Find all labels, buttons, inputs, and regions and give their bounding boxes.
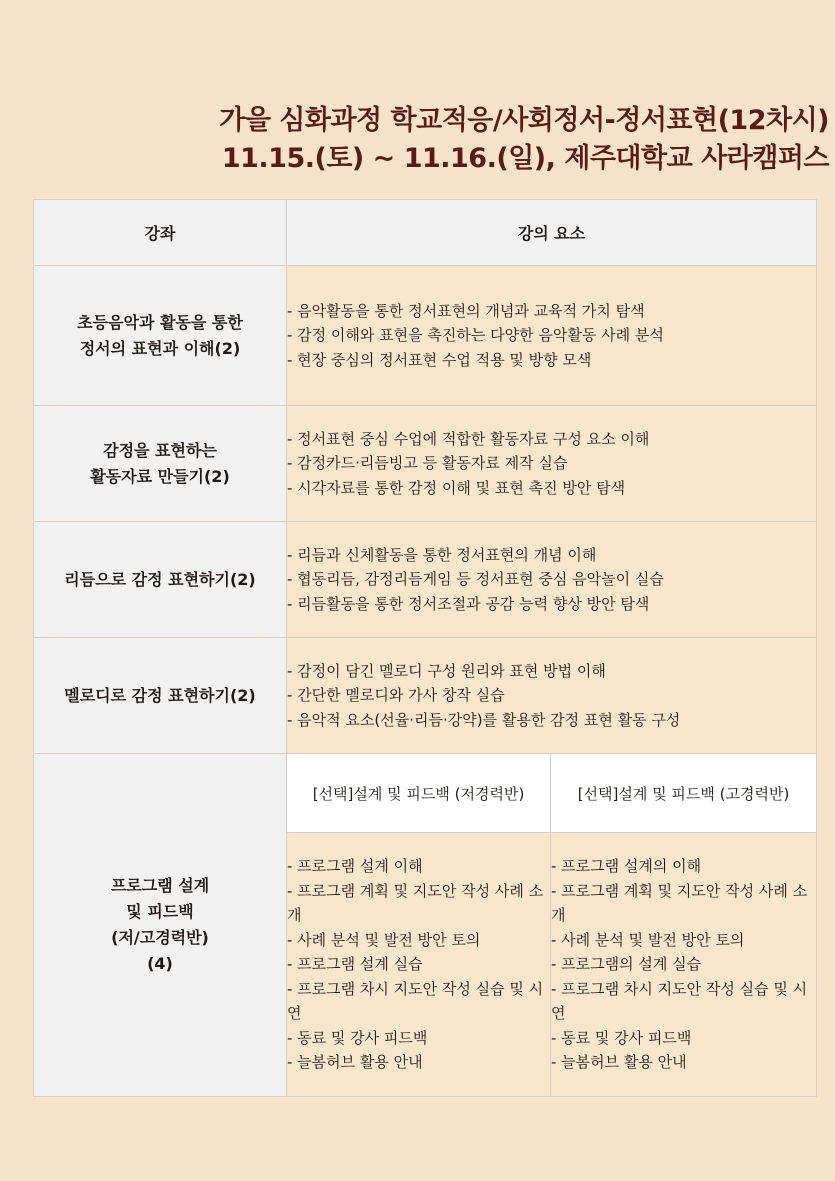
elements-cell: [287, 266, 817, 406]
lecture-line: 감정을 표현하는: [103, 440, 217, 460]
element-item: - 간단한 멜로디와 가사 창작 실습: [287, 686, 505, 705]
element-item: - 감정 이해와 표현을 촉진하는 다양한 음악활동 사례 분석: [287, 326, 664, 345]
option-low-experience: [선택]설계 및 피드백 (저경력반): [287, 754, 551, 833]
page-title: [219, 102, 829, 178]
element-item: - 동료 및 강사 피드백: [287, 1028, 428, 1047]
low-experience-elements: [287, 833, 551, 1097]
table-row: [34, 266, 817, 406]
element-item: - 사례 분석 및 발전 방안 토의: [287, 930, 481, 949]
lecture-line: (4): [147, 954, 173, 973]
table-row: [34, 638, 817, 754]
element-item: - 감정카드·리듬빙고 등 활동자료 제작 실습: [287, 454, 568, 473]
lecture-line: 및 피드백: [126, 902, 194, 921]
element-item: - 동료 및 강사 피드백: [551, 1028, 692, 1047]
lecture-cell: [34, 754, 287, 1097]
table-row: [34, 406, 817, 522]
element-item: - 프로그램 설계의 이해: [551, 857, 702, 876]
elements-cell: [287, 406, 817, 522]
element-item: - 프로그램 차시 지도안 작성 실습 및 시연: [287, 979, 544, 1023]
title-line-2: 11.15.(토) ~ 11.16.(일), 제주대학교 사라캠퍼스: [221, 143, 829, 174]
lecture-cell: [34, 266, 287, 406]
element-item: - 늘봄허브 활용 안내: [287, 1053, 423, 1072]
lecture-line: 멜로디로 감정 표현하기(2): [64, 685, 256, 705]
element-item: - 프로그램 설계 실습: [287, 955, 423, 974]
elements-cell: [287, 522, 817, 638]
elements-cell: [287, 638, 817, 754]
lecture-line: 정서의 표현과 이해(2): [79, 338, 241, 358]
element-item: - 프로그램 계획 및 지도안 작성 사례 소개: [287, 881, 544, 925]
lecture-cell: [34, 522, 287, 638]
title-line-1: 가을 심화과정 학교적응/사회정서-정서표현(12차시): [219, 105, 829, 136]
element-item: - 리듬과 신체활동을 통한 정서표현의 개념 이해: [287, 545, 597, 564]
element-item: - 프로그램 계획 및 지도안 작성 사례 소개: [551, 881, 808, 925]
element-item: - 사례 분석 및 발전 방안 토의: [551, 930, 745, 949]
high-experience-elements: [551, 833, 817, 1097]
element-item: - 협동리듬, 감정리듬게임 등 정서표현 중심 음악놀이 실습: [287, 570, 664, 589]
lecture-line: 초등음악과 활동을 통한: [77, 312, 243, 332]
table-row: [34, 522, 817, 638]
lecture-line: 프로그램 설계: [110, 876, 210, 895]
table-row: [34, 754, 817, 833]
element-item: - 프로그램의 설계 실습: [551, 955, 702, 974]
element-item: - 현장 중심의 정서표현 수업 적용 및 방향 모색: [287, 350, 592, 369]
element-item: - 프로그램 설계 이해: [287, 857, 423, 876]
header-elements: 강의 요소: [287, 200, 817, 266]
element-item: - 프로그램 차시 지도안 작성 실습 및 시연: [551, 979, 808, 1023]
element-item: - 음악적 요소(선율·리듬·강약)를 활용한 감정 표현 활동 구성: [287, 710, 681, 729]
lecture-line: (저/고경력반): [111, 928, 209, 947]
element-item: - 리듬활동을 통한 정서조절과 공감 능력 향상 방안 탐색: [287, 594, 650, 613]
lecture-cell: [34, 406, 287, 522]
lecture-cell: [34, 638, 287, 754]
lecture-line: 활동자료 만들기(2): [90, 466, 230, 486]
element-item: - 늘봄허브 활용 안내: [551, 1053, 687, 1072]
table-header-row: [34, 200, 817, 266]
header-lecture: 강좌: [34, 200, 287, 266]
element-item: - 음악활동을 통한 정서표현의 개념과 교육적 가치 탐색: [287, 301, 645, 320]
element-item: - 정서표현 중심 수업에 적합한 활동자료 구성 요소 이해: [287, 429, 650, 448]
lecture-line: 리듬으로 감정 표현하기(2): [64, 569, 256, 589]
element-item: - 시각자료를 통한 감정 이해 및 표현 촉진 방안 탐색: [287, 478, 626, 497]
option-high-experience: [선택]설계 및 피드백 (고경력반): [551, 754, 817, 833]
curriculum-table: [33, 199, 817, 1097]
element-item: - 감정이 담긴 멜로디 구성 원리와 표현 방법 이해: [287, 661, 606, 680]
